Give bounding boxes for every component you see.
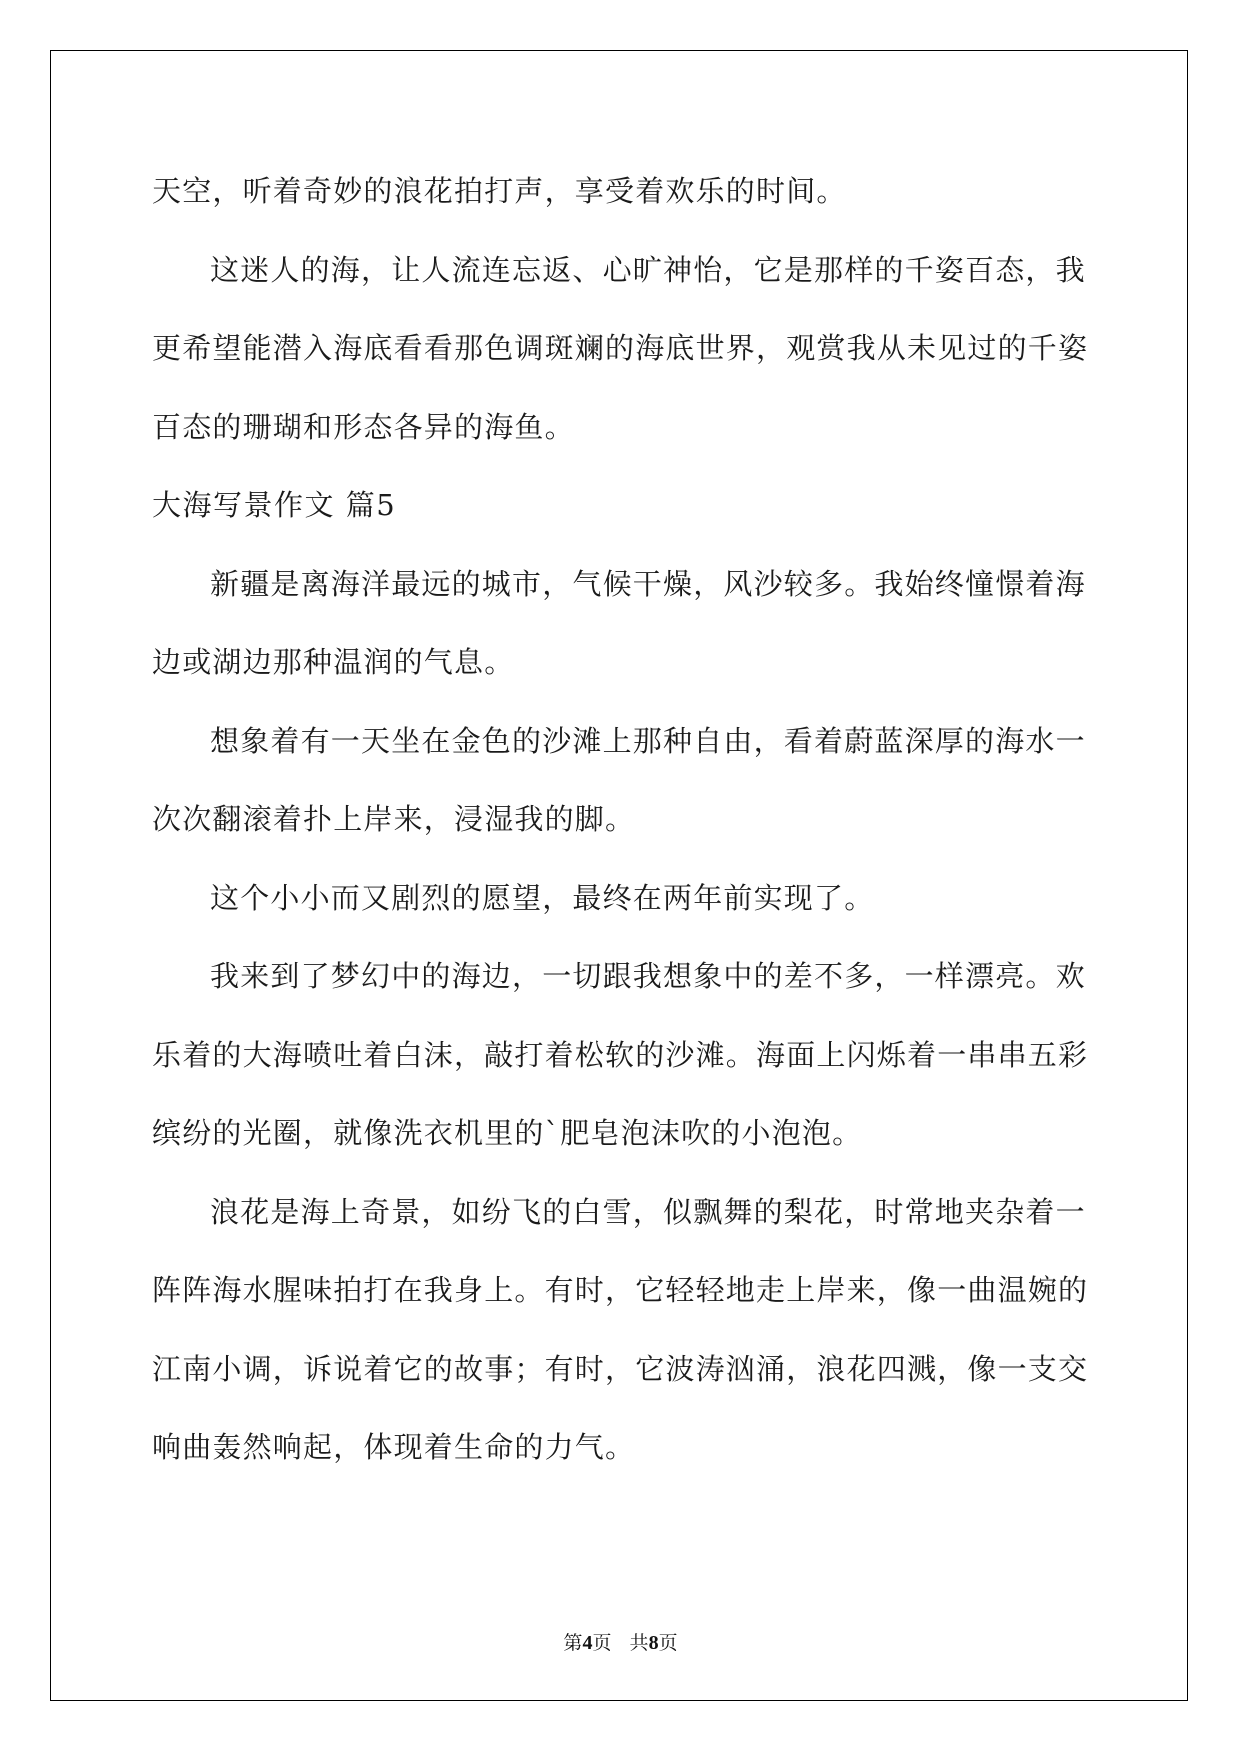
- paragraph: 想象着有一天坐在金色的沙滩上那种自由，看着蔚蓝深厚的海水一次次翻滚着扑上岸来，浸湿我的脚。: [152, 723, 1086, 836]
- document-body: [152, 152, 1092, 1487]
- paragraph: 这个小小而又剧烈的愿望，最终在两年前实现了。: [210, 880, 875, 915]
- footer-prefix: 第: [563, 1632, 583, 1654]
- footer-suffix: 页: [658, 1632, 678, 1654]
- paragraph: 浪花是海上奇景，如纷飞的白雪，似飘舞的梨花，时常地夹杂着一阵阵海水腥味拍打在我身上。有时，它轻轻地走上岸来，像一曲温婉的江南小调，诉说着它的故事；有时，它波涛汹涌，浪花四溅，像一支交响曲轰然响起，体现着生命的力气。: [152, 1194, 1089, 1464]
- page-footer: [0, 1628, 1241, 1655]
- total-pages-number: 8: [648, 1632, 659, 1654]
- paragraph: 我来到了梦幻中的海边，一切跟我想象中的差不多，一样漂亮。欢乐着的大海喷吐着白沫，敲打着松软的沙滩。海面上闪烁着一串串五彩缤纷的光圈，就像洗衣机里的`肥皂泡沫吹的小泡泡。: [152, 959, 1089, 1150]
- paragraph: 天空，听着奇妙的浪花拍打声，享受着欢乐的时间。: [152, 174, 847, 208]
- footer-middle: 页 共: [592, 1632, 649, 1654]
- current-page-number: 4: [582, 1632, 593, 1654]
- paragraph: 新疆是离海洋最远的城市，气候干燥，风沙较多。我始终憧憬着海边或湖边那种温润的气息。: [152, 566, 1086, 679]
- paragraph: 这迷人的海，让人流连忘返、心旷神怡，它是那样的千姿百态，我更希望能潜入海底看看那色调斑斓的海底世界，观赏我从未见过的千姿百态的珊瑚和形态各异的海鱼。: [152, 252, 1089, 444]
- section-heading: 大海写景作文 篇5: [152, 488, 397, 522]
